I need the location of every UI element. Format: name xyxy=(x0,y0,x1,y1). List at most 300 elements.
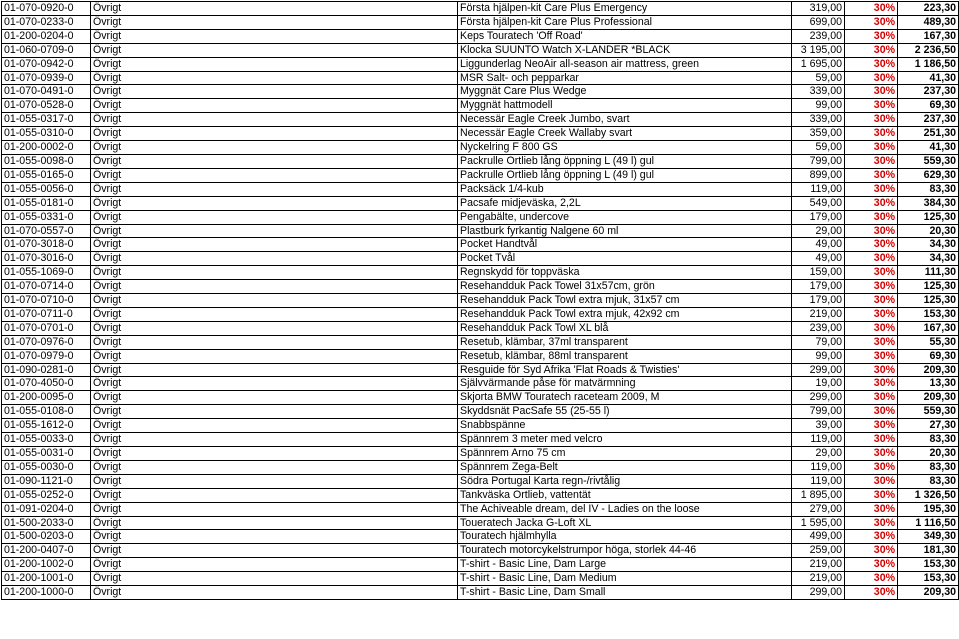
discount-cell: 30% xyxy=(845,196,898,210)
discount-cell: 30% xyxy=(845,182,898,196)
table-row xyxy=(2,294,959,308)
price-cell: 549,00 xyxy=(792,196,845,210)
net-price-cell: 27,30 xyxy=(898,419,959,433)
category-cell: Övrigt xyxy=(91,586,458,600)
product-name-cell: Södra Portugal Karta regn-/rivtålig xyxy=(458,474,792,488)
discount-cell: 30% xyxy=(845,85,898,99)
price-cell: 29,00 xyxy=(792,224,845,238)
article-code-cell: 01-500-2033-0 xyxy=(2,516,91,530)
discount-cell: 30% xyxy=(845,488,898,502)
price-cell: 1 895,00 xyxy=(792,488,845,502)
table-row xyxy=(2,127,959,141)
net-price-cell: 125,30 xyxy=(898,294,959,308)
article-code-cell: 01-055-0310-0 xyxy=(2,127,91,141)
net-price-cell: 83,30 xyxy=(898,182,959,196)
price-cell: 899,00 xyxy=(792,168,845,182)
article-code-cell: 01-070-3016-0 xyxy=(2,252,91,266)
net-price-cell: 223,30 xyxy=(898,2,959,16)
net-price-cell: 195,30 xyxy=(898,502,959,516)
table-row xyxy=(2,210,959,224)
table-row xyxy=(2,474,959,488)
discount-cell: 30% xyxy=(845,405,898,419)
article-code-cell: 01-070-0939-0 xyxy=(2,71,91,85)
net-price-cell: 125,30 xyxy=(898,210,959,224)
price-cell: 219,00 xyxy=(792,558,845,572)
product-name-cell: Resehandduk Pack Towl extra mjuk, 42x92 cm xyxy=(458,307,792,321)
product-name-cell: Första hjälpen-kit Care Plus Professional xyxy=(458,15,792,29)
net-price-cell: 153,30 xyxy=(898,558,959,572)
net-price-cell: 111,30 xyxy=(898,266,959,280)
table-row xyxy=(2,15,959,29)
category-cell: Övrigt xyxy=(91,29,458,43)
discount-cell: 30% xyxy=(845,43,898,57)
category-cell: Övrigt xyxy=(91,419,458,433)
price-cell: 59,00 xyxy=(792,141,845,155)
table-row xyxy=(2,113,959,127)
article-code-cell: 01-055-0031-0 xyxy=(2,447,91,461)
price-cell: 29,00 xyxy=(792,447,845,461)
price-cell: 99,00 xyxy=(792,349,845,363)
net-price-cell: 209,30 xyxy=(898,391,959,405)
discount-cell: 30% xyxy=(845,99,898,113)
price-cell: 1 695,00 xyxy=(792,57,845,71)
price-cell: 299,00 xyxy=(792,363,845,377)
discount-cell: 30% xyxy=(845,252,898,266)
discount-cell: 30% xyxy=(845,127,898,141)
category-cell: Övrigt xyxy=(91,99,458,113)
discount-cell: 30% xyxy=(845,294,898,308)
product-name-cell: T-shirt - Basic Line, Dam Medium xyxy=(458,572,792,586)
article-code-cell: 01-091-0204-0 xyxy=(2,502,91,516)
category-cell: Övrigt xyxy=(91,572,458,586)
article-code-cell: 01-070-0701-0 xyxy=(2,321,91,335)
category-cell: Övrigt xyxy=(91,141,458,155)
product-name-cell: Necessär Eagle Creek Wallaby svart xyxy=(458,127,792,141)
table-row xyxy=(2,530,959,544)
product-name-cell: T-shirt - Basic Line, Dam Small xyxy=(458,586,792,600)
product-name-cell: Tankväska Ortlieb, vattentät xyxy=(458,488,792,502)
product-name-cell: The Achiveable dream, del IV - Ladies on the loose xyxy=(458,502,792,516)
price-cell: 1 595,00 xyxy=(792,516,845,530)
discount-cell: 30% xyxy=(845,57,898,71)
article-code-cell: 01-055-0033-0 xyxy=(2,433,91,447)
table-row xyxy=(2,433,959,447)
article-code-cell: 01-200-0407-0 xyxy=(2,544,91,558)
price-cell: 219,00 xyxy=(792,307,845,321)
table-row xyxy=(2,224,959,238)
net-price-cell: 13,30 xyxy=(898,377,959,391)
category-cell: Övrigt xyxy=(91,154,458,168)
category-cell: Övrigt xyxy=(91,127,458,141)
price-cell: 19,00 xyxy=(792,377,845,391)
discount-cell: 30% xyxy=(845,572,898,586)
article-code-cell: 01-055-0108-0 xyxy=(2,405,91,419)
table-row xyxy=(2,460,959,474)
product-name-cell: Spännrem Zega-Belt xyxy=(458,460,792,474)
discount-cell: 30% xyxy=(845,419,898,433)
category-cell: Övrigt xyxy=(91,210,458,224)
price-cell: 49,00 xyxy=(792,238,845,252)
price-cell: 119,00 xyxy=(792,474,845,488)
discount-cell: 30% xyxy=(845,168,898,182)
category-cell: Övrigt xyxy=(91,266,458,280)
net-price-cell: 167,30 xyxy=(898,29,959,43)
price-cell: 279,00 xyxy=(792,502,845,516)
article-code-cell: 01-200-1002-0 xyxy=(2,558,91,572)
product-name-cell: Spännrem 3 meter med velcro xyxy=(458,433,792,447)
discount-cell: 30% xyxy=(845,447,898,461)
price-cell: 119,00 xyxy=(792,433,845,447)
category-cell: Övrigt xyxy=(91,238,458,252)
net-price-cell: 83,30 xyxy=(898,433,959,447)
discount-cell: 30% xyxy=(845,349,898,363)
price-cell: 79,00 xyxy=(792,335,845,349)
table-row xyxy=(2,57,959,71)
table-row xyxy=(2,558,959,572)
category-cell: Övrigt xyxy=(91,252,458,266)
product-name-cell: Klocka SUUNTO Watch X-LANDER *BLACK xyxy=(458,43,792,57)
discount-cell: 30% xyxy=(845,460,898,474)
article-code-cell: 01-055-0181-0 xyxy=(2,196,91,210)
discount-cell: 30% xyxy=(845,544,898,558)
table-row xyxy=(2,266,959,280)
discount-cell: 30% xyxy=(845,530,898,544)
article-code-cell: 01-070-4050-0 xyxy=(2,377,91,391)
table-row xyxy=(2,391,959,405)
article-code-cell: 01-090-1121-0 xyxy=(2,474,91,488)
category-cell: Övrigt xyxy=(91,224,458,238)
price-cell: 699,00 xyxy=(792,15,845,29)
table-row xyxy=(2,321,959,335)
net-price-cell: 489,30 xyxy=(898,15,959,29)
net-price-cell: 83,30 xyxy=(898,460,959,474)
product-name-cell: Regnskydd för toppväska xyxy=(458,266,792,280)
discount-cell: 30% xyxy=(845,280,898,294)
net-price-cell: 55,30 xyxy=(898,335,959,349)
category-cell: Övrigt xyxy=(91,2,458,16)
discount-cell: 30% xyxy=(845,2,898,16)
category-cell: Övrigt xyxy=(91,57,458,71)
product-name-cell: Keps Touratech 'Off Road' xyxy=(458,29,792,43)
article-code-cell: 01-070-0710-0 xyxy=(2,294,91,308)
product-name-cell: Pacsafe midjeväska, 2,2L xyxy=(458,196,792,210)
category-cell: Övrigt xyxy=(91,502,458,516)
table-row xyxy=(2,363,959,377)
price-cell: 179,00 xyxy=(792,210,845,224)
table-row xyxy=(2,238,959,252)
net-price-cell: 2 236,50 xyxy=(898,43,959,57)
article-code-cell: 01-070-0233-0 xyxy=(2,15,91,29)
net-price-cell: 153,30 xyxy=(898,572,959,586)
article-code-cell: 01-200-1000-0 xyxy=(2,586,91,600)
net-price-cell: 559,30 xyxy=(898,154,959,168)
price-cell: 179,00 xyxy=(792,294,845,308)
table-row xyxy=(2,252,959,266)
discount-cell: 30% xyxy=(845,29,898,43)
discount-cell: 30% xyxy=(845,335,898,349)
article-code-cell: 01-090-0281-0 xyxy=(2,363,91,377)
article-code-cell: 01-200-0095-0 xyxy=(2,391,91,405)
category-cell: Övrigt xyxy=(91,71,458,85)
net-price-cell: 153,30 xyxy=(898,307,959,321)
article-code-cell: 01-055-0252-0 xyxy=(2,488,91,502)
product-name-cell: Resehandduk Pack Towl XL blå xyxy=(458,321,792,335)
discount-cell: 30% xyxy=(845,502,898,516)
net-price-cell: 125,30 xyxy=(898,280,959,294)
article-code-cell: 01-070-0528-0 xyxy=(2,99,91,113)
article-code-cell: 01-070-3018-0 xyxy=(2,238,91,252)
category-cell: Övrigt xyxy=(91,405,458,419)
table-row xyxy=(2,43,959,57)
category-cell: Övrigt xyxy=(91,516,458,530)
product-name-cell: Myggnät hattmodell xyxy=(458,99,792,113)
discount-cell: 30% xyxy=(845,433,898,447)
net-price-cell: 20,30 xyxy=(898,447,959,461)
article-code-cell: 01-055-0098-0 xyxy=(2,154,91,168)
net-price-cell: 559,30 xyxy=(898,405,959,419)
net-price-cell: 83,30 xyxy=(898,474,959,488)
table-row xyxy=(2,196,959,210)
product-name-cell: Packsäck 1/4-kub xyxy=(458,182,792,196)
table-row xyxy=(2,280,959,294)
net-price-cell: 41,30 xyxy=(898,71,959,85)
product-name-cell: Necessär Eagle Creek Jumbo, svart xyxy=(458,113,792,127)
table-row xyxy=(2,141,959,155)
category-cell: Övrigt xyxy=(91,43,458,57)
price-cell: 259,00 xyxy=(792,544,845,558)
discount-cell: 30% xyxy=(845,71,898,85)
price-cell: 159,00 xyxy=(792,266,845,280)
price-cell: 219,00 xyxy=(792,572,845,586)
article-code-cell: 01-055-1069-0 xyxy=(2,266,91,280)
price-cell: 319,00 xyxy=(792,2,845,16)
article-code-cell: 01-070-0714-0 xyxy=(2,280,91,294)
product-name-cell: Resguide för Syd Afrika 'Flat Roads & Twisties' xyxy=(458,363,792,377)
table-row xyxy=(2,182,959,196)
article-code-cell: 01-070-0979-0 xyxy=(2,349,91,363)
category-cell: Övrigt xyxy=(91,460,458,474)
net-price-cell: 41,30 xyxy=(898,141,959,155)
product-name-cell: Touratech motorcykelstrumpor höga, storlek 44-46 xyxy=(458,544,792,558)
category-cell: Övrigt xyxy=(91,488,458,502)
product-name-cell: Toueratech Jacka G-Loft XL xyxy=(458,516,792,530)
discount-cell: 30% xyxy=(845,377,898,391)
discount-cell: 30% xyxy=(845,154,898,168)
table-row xyxy=(2,377,959,391)
category-cell: Övrigt xyxy=(91,15,458,29)
category-cell: Övrigt xyxy=(91,558,458,572)
net-price-cell: 69,30 xyxy=(898,99,959,113)
product-name-cell: Pocket Tvål xyxy=(458,252,792,266)
product-name-cell: Resehandduk Pack Towel 31x57cm, grön xyxy=(458,280,792,294)
table-row xyxy=(2,572,959,586)
net-price-cell: 349,30 xyxy=(898,530,959,544)
category-cell: Övrigt xyxy=(91,85,458,99)
category-cell: Övrigt xyxy=(91,544,458,558)
article-code-cell: 01-070-0920-0 xyxy=(2,2,91,16)
category-cell: Övrigt xyxy=(91,280,458,294)
category-cell: Övrigt xyxy=(91,377,458,391)
price-cell: 99,00 xyxy=(792,99,845,113)
product-name-cell: Första hjälpen-kit Care Plus Emergency xyxy=(458,2,792,16)
discount-cell: 30% xyxy=(845,15,898,29)
discount-cell: 30% xyxy=(845,266,898,280)
product-name-cell: T-shirt - Basic Line, Dam Large xyxy=(458,558,792,572)
net-price-cell: 384,30 xyxy=(898,196,959,210)
product-name-cell: Touratech hjälmhylla xyxy=(458,530,792,544)
price-cell: 299,00 xyxy=(792,391,845,405)
category-cell: Övrigt xyxy=(91,363,458,377)
article-code-cell: 01-070-0976-0 xyxy=(2,335,91,349)
price-cell: 359,00 xyxy=(792,127,845,141)
discount-cell: 30% xyxy=(845,586,898,600)
net-price-cell: 1 116,50 xyxy=(898,516,959,530)
table-row xyxy=(2,2,959,16)
article-code-cell: 01-500-0203-0 xyxy=(2,530,91,544)
product-name-cell: Resetub, klämbar, 88ml transparent xyxy=(458,349,792,363)
net-price-cell: 629,30 xyxy=(898,168,959,182)
discount-cell: 30% xyxy=(845,474,898,488)
article-code-cell: 01-070-0557-0 xyxy=(2,224,91,238)
category-cell: Övrigt xyxy=(91,335,458,349)
net-price-cell: 20,30 xyxy=(898,224,959,238)
table-row xyxy=(2,516,959,530)
discount-cell: 30% xyxy=(845,516,898,530)
product-name-cell: Packrulle Ortlieb lång öppning L (49 l) gul xyxy=(458,168,792,182)
price-cell: 49,00 xyxy=(792,252,845,266)
discount-cell: 30% xyxy=(845,224,898,238)
table-row xyxy=(2,29,959,43)
article-code-cell: 01-055-0331-0 xyxy=(2,210,91,224)
discount-cell: 30% xyxy=(845,210,898,224)
category-cell: Övrigt xyxy=(91,294,458,308)
category-cell: Övrigt xyxy=(91,447,458,461)
table-row xyxy=(2,85,959,99)
category-cell: Övrigt xyxy=(91,168,458,182)
article-code-cell: 01-070-0942-0 xyxy=(2,57,91,71)
net-price-cell: 69,30 xyxy=(898,349,959,363)
category-cell: Övrigt xyxy=(91,530,458,544)
product-name-cell: Pengabälte, undercove xyxy=(458,210,792,224)
product-name-cell: Självvärmande påse för matvärmning xyxy=(458,377,792,391)
discount-cell: 30% xyxy=(845,321,898,335)
product-name-cell: Plastburk fyrkantig Nalgene 60 ml xyxy=(458,224,792,238)
category-cell: Övrigt xyxy=(91,391,458,405)
table-row xyxy=(2,502,959,516)
price-cell: 239,00 xyxy=(792,29,845,43)
table-row xyxy=(2,335,959,349)
article-code-cell: 01-200-0204-0 xyxy=(2,29,91,43)
product-name-cell: MSR Salt- och pepparkar xyxy=(458,71,792,85)
discount-cell: 30% xyxy=(845,141,898,155)
product-name-cell: Skjorta BMW Touratech raceteam 2009, M xyxy=(458,391,792,405)
table-row xyxy=(2,586,959,600)
category-cell: Övrigt xyxy=(91,307,458,321)
price-cell: 299,00 xyxy=(792,586,845,600)
price-cell: 799,00 xyxy=(792,154,845,168)
article-code-cell: 01-055-1612-0 xyxy=(2,419,91,433)
category-cell: Övrigt xyxy=(91,182,458,196)
net-price-cell: 1 186,50 xyxy=(898,57,959,71)
net-price-cell: 34,30 xyxy=(898,252,959,266)
price-cell: 59,00 xyxy=(792,71,845,85)
price-cell: 119,00 xyxy=(792,182,845,196)
article-code-cell: 01-200-0002-0 xyxy=(2,141,91,155)
table-row xyxy=(2,71,959,85)
product-name-cell: Liggunderlag NeoAir all-season air mattress, green xyxy=(458,57,792,71)
discount-cell: 30% xyxy=(845,558,898,572)
table-row xyxy=(2,349,959,363)
discount-cell: 30% xyxy=(845,307,898,321)
table-body xyxy=(2,2,959,600)
table-row xyxy=(2,405,959,419)
net-price-cell: 167,30 xyxy=(898,321,959,335)
net-price-cell: 237,30 xyxy=(898,85,959,99)
category-cell: Övrigt xyxy=(91,321,458,335)
table-row xyxy=(2,168,959,182)
article-code-cell: 01-055-0317-0 xyxy=(2,113,91,127)
table-row xyxy=(2,307,959,321)
price-cell: 179,00 xyxy=(792,280,845,294)
price-list-table xyxy=(1,1,959,600)
price-cell: 339,00 xyxy=(792,85,845,99)
net-price-cell: 209,30 xyxy=(898,363,959,377)
net-price-cell: 34,30 xyxy=(898,238,959,252)
product-name-cell: Nyckelring F 800 GS xyxy=(458,141,792,155)
article-code-cell: 01-055-0056-0 xyxy=(2,182,91,196)
article-code-cell: 01-055-0030-0 xyxy=(2,460,91,474)
product-name-cell: Myggnät Care Plus Wedge xyxy=(458,85,792,99)
category-cell: Övrigt xyxy=(91,196,458,210)
table-row xyxy=(2,447,959,461)
article-code-cell: 01-070-0491-0 xyxy=(2,85,91,99)
price-cell: 239,00 xyxy=(792,321,845,335)
price-cell: 119,00 xyxy=(792,460,845,474)
product-name-cell: Packrulle Ortlieb lång öppning L (49 l) gul xyxy=(458,154,792,168)
product-name-cell: Pocket Handtvål xyxy=(458,238,792,252)
category-cell: Övrigt xyxy=(91,433,458,447)
category-cell: Övrigt xyxy=(91,349,458,363)
net-price-cell: 209,30 xyxy=(898,586,959,600)
article-code-cell: 01-070-0711-0 xyxy=(2,307,91,321)
product-name-cell: Resetub, klämbar, 37ml transparent xyxy=(458,335,792,349)
article-code-cell: 01-055-0165-0 xyxy=(2,168,91,182)
net-price-cell: 1 326,50 xyxy=(898,488,959,502)
product-name-cell: Spännrem Arno 75 cm xyxy=(458,447,792,461)
category-cell: Övrigt xyxy=(91,113,458,127)
net-price-cell: 237,30 xyxy=(898,113,959,127)
price-cell: 3 195,00 xyxy=(792,43,845,57)
table-row xyxy=(2,99,959,113)
table-row xyxy=(2,544,959,558)
price-cell: 799,00 xyxy=(792,405,845,419)
article-code-cell: 01-200-1001-0 xyxy=(2,572,91,586)
net-price-cell: 251,30 xyxy=(898,127,959,141)
product-name-cell: Resehandduk Pack Towl extra mjuk, 31x57 cm xyxy=(458,294,792,308)
product-name-cell: Skyddsnät PacSafe 55 (25-55 l) xyxy=(458,405,792,419)
price-cell: 499,00 xyxy=(792,530,845,544)
article-code-cell: 01-060-0709-0 xyxy=(2,43,91,57)
discount-cell: 30% xyxy=(845,363,898,377)
table-row xyxy=(2,488,959,502)
table-row xyxy=(2,154,959,168)
table-row xyxy=(2,419,959,433)
price-cell: 39,00 xyxy=(792,419,845,433)
price-cell: 339,00 xyxy=(792,113,845,127)
product-name-cell: Snabbspänne xyxy=(458,419,792,433)
discount-cell: 30% xyxy=(845,238,898,252)
category-cell: Övrigt xyxy=(91,474,458,488)
